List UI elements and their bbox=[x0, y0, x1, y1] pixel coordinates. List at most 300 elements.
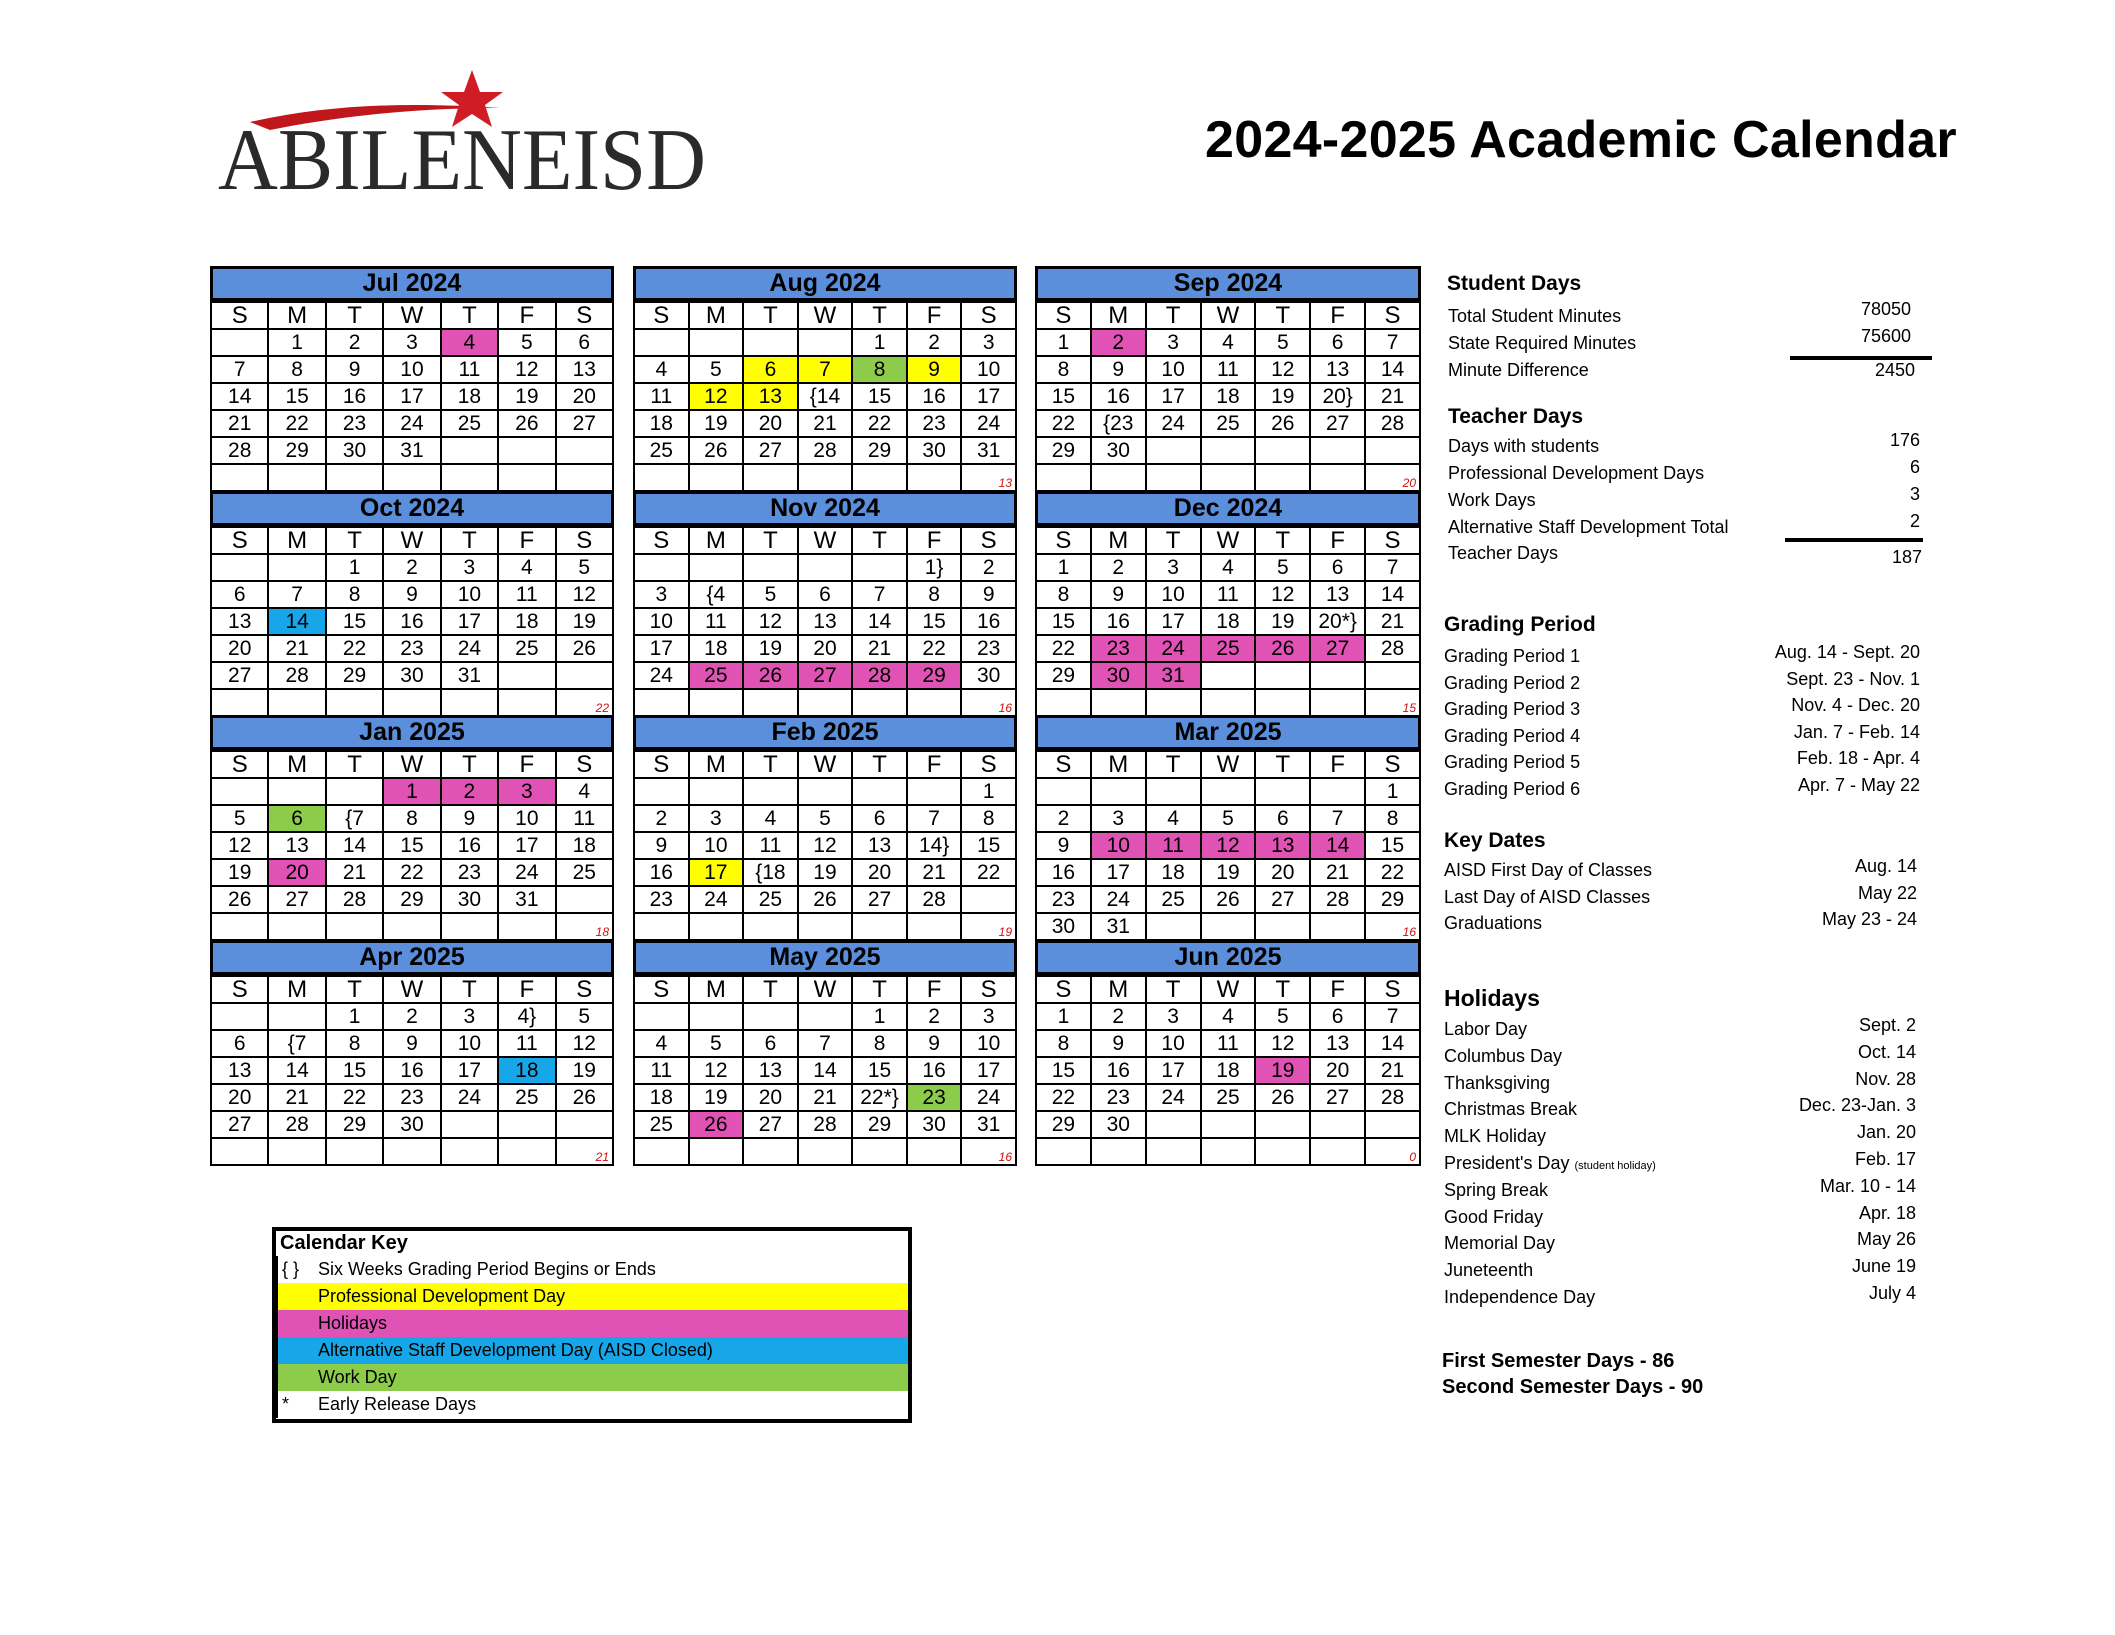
day-cell: 5 bbox=[211, 805, 268, 832]
day-cell: 28 bbox=[1310, 886, 1365, 913]
day-cell: 26 bbox=[1255, 635, 1310, 662]
day-cell bbox=[798, 329, 853, 356]
day-cell: 5 bbox=[689, 1030, 744, 1057]
day-cell: 3 bbox=[1146, 329, 1201, 356]
holiday-label-text: Thanksgiving bbox=[1444, 1072, 1551, 1093]
day-cell: 5 bbox=[1255, 1003, 1310, 1030]
weekday-header: S bbox=[634, 302, 689, 329]
day-cell: 1} bbox=[907, 554, 962, 581]
weekday-header: T bbox=[743, 751, 798, 778]
day-cell: 31 bbox=[1146, 662, 1201, 689]
day-cell: 7 bbox=[852, 581, 907, 608]
day-cell: 19 bbox=[498, 383, 555, 410]
key-item bbox=[276, 1391, 908, 1418]
day-cell: 24 bbox=[441, 635, 498, 662]
day-cell: 7 bbox=[798, 356, 853, 383]
weekday-header: S bbox=[556, 302, 613, 329]
day-cell: 15 bbox=[1365, 832, 1420, 859]
day-cell: 6 bbox=[1310, 1003, 1365, 1030]
day-cell: 20 bbox=[798, 635, 853, 662]
day-cell: 10 bbox=[383, 356, 440, 383]
day-cell: 20 bbox=[743, 1084, 798, 1111]
day-cell: 26 bbox=[798, 886, 853, 913]
day-cell: 10 bbox=[961, 1030, 1016, 1057]
weekday-header: S bbox=[634, 527, 689, 554]
grading-period-label-text: Grading Period 5 bbox=[1444, 752, 1581, 773]
student-days-value: 78050 bbox=[1860, 299, 1911, 319]
day-cell bbox=[1365, 689, 1420, 716]
weekday-header: F bbox=[1310, 527, 1365, 554]
month-calendar bbox=[210, 715, 614, 941]
weekday-header: W bbox=[1201, 302, 1256, 329]
weekday-header: S bbox=[634, 751, 689, 778]
day-cell: 24 bbox=[1146, 410, 1201, 437]
day-cell bbox=[498, 1111, 555, 1138]
day-cell: 26 bbox=[1201, 886, 1256, 913]
day-cell: 17 bbox=[1091, 859, 1146, 886]
day-cell: 28 bbox=[798, 437, 853, 464]
day-cell: 29 bbox=[326, 662, 383, 689]
day-cell: 10 bbox=[1091, 832, 1146, 859]
day-cell: 21 bbox=[268, 1084, 325, 1111]
day-cell: 30 bbox=[1091, 662, 1146, 689]
day-cell bbox=[211, 1003, 268, 1030]
day-cell bbox=[689, 689, 744, 716]
day-cell bbox=[1310, 1138, 1365, 1165]
day-cell: 20 bbox=[1255, 859, 1310, 886]
day-cell bbox=[1201, 1111, 1256, 1138]
weekday-header: T bbox=[852, 751, 907, 778]
day-cell: 14} bbox=[907, 832, 962, 859]
teacher-days-label: Professional Development Days bbox=[1448, 463, 1705, 483]
day-cell: 13 bbox=[798, 608, 853, 635]
day-cell: 19 bbox=[743, 635, 798, 662]
weekday-header: S bbox=[211, 976, 268, 1003]
day-cell bbox=[556, 437, 613, 464]
key-item bbox=[276, 1337, 908, 1364]
day-cell: 5 bbox=[1201, 805, 1256, 832]
day-cell: 14 bbox=[1310, 832, 1365, 859]
day-cell: 15 bbox=[852, 1057, 907, 1084]
instructional-day-count: 15 bbox=[1402, 701, 1416, 715]
day-cell: 9 bbox=[383, 581, 440, 608]
day-cell bbox=[211, 554, 268, 581]
teacher-days-label: Teacher Days bbox=[1448, 543, 1559, 563]
day-cell bbox=[798, 1003, 853, 1030]
day-cell bbox=[1255, 913, 1310, 940]
key-date-label-text: Last Day of AISD Classes bbox=[1444, 886, 1651, 907]
day-cell: 13 bbox=[268, 832, 325, 859]
day-cell: 6 bbox=[211, 581, 268, 608]
day-cell: 16 bbox=[383, 608, 440, 635]
day-cell: 29 bbox=[1036, 437, 1091, 464]
day-cell bbox=[1255, 778, 1310, 805]
day-cell bbox=[1365, 662, 1420, 689]
day-cell bbox=[268, 913, 325, 940]
day-cell: 20*} bbox=[1310, 608, 1365, 635]
day-cell bbox=[556, 1111, 613, 1138]
day-cell: 10 bbox=[441, 581, 498, 608]
day-cell: 2 bbox=[961, 554, 1016, 581]
day-cell: 11 bbox=[1201, 581, 1256, 608]
day-cell: {7 bbox=[326, 805, 383, 832]
day-cell bbox=[961, 886, 1016, 913]
day-cell: 31 bbox=[961, 437, 1016, 464]
day-cell: 27 bbox=[743, 1111, 798, 1138]
month-calendar bbox=[1035, 266, 1421, 492]
day-cell: 23 bbox=[961, 635, 1016, 662]
grading-period-value: Jan. 7 - Feb. 14 bbox=[1793, 721, 1920, 742]
day-cell: 29 bbox=[1036, 662, 1091, 689]
day-cell: 7 bbox=[1365, 1003, 1420, 1030]
day-cell bbox=[634, 913, 689, 940]
day-cell: 22 bbox=[326, 635, 383, 662]
day-cell bbox=[211, 913, 268, 940]
day-cell: 19 bbox=[556, 1057, 613, 1084]
month-title: Dec 2024 bbox=[1035, 491, 1421, 526]
day-cell: 17 bbox=[689, 859, 744, 886]
day-cell: 18 bbox=[498, 1057, 555, 1084]
key-symbol: * bbox=[282, 1394, 290, 1414]
day-cell: 14 bbox=[268, 608, 325, 635]
day-cell bbox=[1146, 1138, 1201, 1165]
day-cell: 23 bbox=[1091, 635, 1146, 662]
day-cell: 25 bbox=[498, 635, 555, 662]
day-cell: 17 bbox=[498, 832, 555, 859]
weekday-header: W bbox=[1201, 527, 1256, 554]
holiday-label-text: Independence Day bbox=[1444, 1287, 1596, 1307]
holiday-value: July 4 bbox=[1868, 1283, 1916, 1303]
day-cell: 11 bbox=[1201, 1030, 1256, 1057]
grading-period-value: Aug. 14 - Sept. 20 bbox=[1774, 642, 1920, 662]
day-cell: 20 bbox=[556, 383, 613, 410]
holiday-note: (student holiday) bbox=[1574, 1160, 1656, 1172]
day-cell: 21 bbox=[1365, 608, 1420, 635]
teacher-days-label: Work Days bbox=[1448, 490, 1536, 510]
student-days-value: 2450 bbox=[1874, 360, 1915, 380]
student-days-label: Total Student Minutes bbox=[1448, 306, 1622, 326]
day-cell: 28 bbox=[907, 886, 962, 913]
day-cell bbox=[326, 913, 383, 940]
weekday-header: M bbox=[268, 976, 325, 1003]
holiday-label bbox=[1444, 1126, 1546, 1147]
day-cell: 3 bbox=[441, 1003, 498, 1030]
day-cell: 16 bbox=[326, 383, 383, 410]
day-cell bbox=[689, 1138, 744, 1165]
day-cell bbox=[1036, 464, 1091, 491]
day-cell bbox=[1310, 689, 1365, 716]
weekday-header: W bbox=[1201, 751, 1256, 778]
month-title: May 2025 bbox=[633, 940, 1017, 975]
day-cell: 1 bbox=[1036, 554, 1091, 581]
day-cell: 21 bbox=[211, 410, 268, 437]
day-cell bbox=[498, 913, 555, 940]
day-cell: 9 bbox=[907, 1030, 962, 1057]
day-cell bbox=[268, 554, 325, 581]
weekday-header: S bbox=[1365, 751, 1420, 778]
day-cell bbox=[383, 689, 440, 716]
day-cell: 15 bbox=[1036, 1057, 1091, 1084]
day-cell bbox=[1201, 689, 1256, 716]
weekday-header: S bbox=[211, 751, 268, 778]
day-cell: 7 bbox=[1365, 554, 1420, 581]
weekday-header: T bbox=[1255, 302, 1310, 329]
grading-period-label bbox=[1444, 752, 1580, 773]
day-cell bbox=[1255, 662, 1310, 689]
holiday-value: Mar. 10 - 14 bbox=[1819, 1175, 1916, 1196]
holiday-label bbox=[1444, 1019, 1527, 1040]
day-cell bbox=[556, 689, 613, 716]
day-cell: 5 bbox=[798, 805, 853, 832]
holiday-value: May 26 bbox=[1856, 1229, 1916, 1250]
student-days-label: State Required Minutes bbox=[1448, 333, 1637, 353]
day-cell: 30 bbox=[961, 662, 1016, 689]
day-cell: 26 bbox=[689, 437, 744, 464]
day-cell: 8 bbox=[1036, 356, 1091, 383]
day-cell: 8 bbox=[326, 581, 383, 608]
weekday-header: T bbox=[852, 527, 907, 554]
day-cell: 11 bbox=[498, 1030, 555, 1057]
day-cell bbox=[634, 689, 689, 716]
grading-period-heading: Grading Period bbox=[1444, 613, 1596, 636]
day-cell: 15 bbox=[1036, 383, 1091, 410]
day-cell: {18 bbox=[743, 859, 798, 886]
weekday-header: F bbox=[907, 976, 962, 1003]
day-cell: 17 bbox=[383, 383, 440, 410]
day-cell: 23 bbox=[1036, 886, 1091, 913]
day-cell: 12 bbox=[798, 832, 853, 859]
key-label: Work Day bbox=[318, 1367, 397, 1387]
day-cell: {23 bbox=[1091, 410, 1146, 437]
day-cell: 18 bbox=[441, 383, 498, 410]
weekday-header: T bbox=[326, 527, 383, 554]
grading-period-label-text: Grading Period 1 bbox=[1444, 646, 1581, 666]
weekday-header: T bbox=[441, 302, 498, 329]
day-cell: 29 bbox=[852, 437, 907, 464]
day-cell bbox=[498, 437, 555, 464]
day-cell bbox=[689, 1003, 744, 1030]
day-cell bbox=[1310, 913, 1365, 940]
day-cell bbox=[1036, 1138, 1091, 1165]
day-cell: 25 bbox=[743, 886, 798, 913]
day-cell bbox=[1146, 689, 1201, 716]
teacher-days-value: 2 bbox=[1909, 511, 1920, 531]
instructional-day-count: 22 bbox=[595, 701, 609, 715]
day-cell: 1 bbox=[852, 329, 907, 356]
weekday-header: T bbox=[1255, 751, 1310, 778]
day-cell: 2 bbox=[1091, 1003, 1146, 1030]
weekday-header: S bbox=[1365, 976, 1420, 1003]
day-cell: 21 bbox=[798, 1084, 853, 1111]
teacher-days-value: 3 bbox=[1909, 484, 1920, 504]
day-cell: 8 bbox=[852, 1030, 907, 1057]
day-cell bbox=[383, 913, 440, 940]
month-calendar bbox=[210, 266, 614, 492]
day-cell: 2 bbox=[1036, 805, 1091, 832]
page-title: 2024-2025 Academic Calendar bbox=[1205, 111, 1957, 169]
holiday-label bbox=[1444, 1287, 1595, 1308]
day-cell: 28 bbox=[268, 662, 325, 689]
day-cell: 14 bbox=[852, 608, 907, 635]
weekday-header: F bbox=[1310, 302, 1365, 329]
day-cell: 9 bbox=[441, 805, 498, 832]
day-cell bbox=[441, 689, 498, 716]
day-cell: 16 bbox=[1091, 608, 1146, 635]
day-cell: 23 bbox=[383, 1084, 440, 1111]
holidays-heading: Holidays bbox=[1444, 985, 1540, 1011]
day-cell: 24 bbox=[689, 886, 744, 913]
day-cell: 13 bbox=[556, 356, 613, 383]
day-cell bbox=[743, 464, 798, 491]
instructional-day-count: 21 bbox=[595, 1150, 609, 1164]
day-cell: 21 bbox=[852, 635, 907, 662]
day-cell bbox=[961, 689, 1016, 716]
key-date-value: May 22 bbox=[1857, 882, 1917, 903]
day-cell: 30 bbox=[1036, 913, 1091, 940]
month-calendar bbox=[633, 940, 1017, 1166]
day-cell: 16 bbox=[383, 1057, 440, 1084]
day-cell: 23 bbox=[634, 886, 689, 913]
day-cell: 5 bbox=[743, 581, 798, 608]
weekday-header: F bbox=[1310, 751, 1365, 778]
day-cell bbox=[961, 913, 1016, 940]
day-cell bbox=[798, 913, 853, 940]
day-cell: 6 bbox=[556, 329, 613, 356]
grading-period-label-text: Grading Period 2 bbox=[1444, 672, 1581, 693]
key-item bbox=[276, 1310, 908, 1337]
day-cell: 28 bbox=[211, 437, 268, 464]
key-date-label bbox=[1444, 887, 1650, 908]
day-cell bbox=[268, 689, 325, 716]
day-cell: 21 bbox=[1310, 859, 1365, 886]
day-cell bbox=[498, 1138, 555, 1165]
day-cell: 11 bbox=[634, 383, 689, 410]
key-date-label bbox=[1444, 913, 1542, 934]
grading-period-label-text: Grading Period 4 bbox=[1444, 725, 1581, 746]
day-cell bbox=[798, 1138, 853, 1165]
teacher-days-label: Alternative Staff Development Total bbox=[1448, 517, 1729, 537]
day-cell: 26 bbox=[556, 635, 613, 662]
month-calendar bbox=[633, 715, 1017, 941]
day-cell: {14 bbox=[798, 383, 853, 410]
day-cell: 1 bbox=[383, 778, 440, 805]
day-cell: 27 bbox=[556, 410, 613, 437]
day-cell: 11 bbox=[743, 832, 798, 859]
day-cell: 17 bbox=[1146, 383, 1201, 410]
day-cell: 9 bbox=[326, 356, 383, 383]
holiday-label bbox=[1444, 1260, 1533, 1281]
holiday-label bbox=[1444, 1046, 1562, 1067]
day-cell: 3 bbox=[689, 805, 744, 832]
day-cell: 1 bbox=[1365, 778, 1420, 805]
student-days-value: 75600 bbox=[1860, 326, 1911, 346]
weekday-header: F bbox=[498, 976, 555, 1003]
day-cell: 3 bbox=[1091, 805, 1146, 832]
grading-period-value: Nov. 4 - Dec. 20 bbox=[1791, 695, 1920, 716]
day-cell: 22 bbox=[961, 859, 1016, 886]
day-cell bbox=[1255, 437, 1310, 464]
day-cell bbox=[689, 913, 744, 940]
month-title: Jun 2025 bbox=[1035, 940, 1421, 975]
day-cell: 2 bbox=[441, 778, 498, 805]
month-calendar bbox=[1035, 491, 1421, 717]
month-title: Oct 2024 bbox=[210, 491, 614, 526]
day-cell: 2 bbox=[634, 805, 689, 832]
weekday-header: S bbox=[211, 527, 268, 554]
holiday-label-text: Good Friday bbox=[1444, 1206, 1544, 1227]
day-cell bbox=[1310, 437, 1365, 464]
day-cell: 25 bbox=[441, 410, 498, 437]
day-cell: 27 bbox=[211, 1111, 268, 1138]
day-cell: 18 bbox=[634, 410, 689, 437]
day-cell bbox=[907, 1138, 962, 1165]
day-cell: 28 bbox=[1365, 1084, 1420, 1111]
day-cell bbox=[798, 464, 853, 491]
holiday-label-text: Spring Break bbox=[1444, 1179, 1549, 1200]
key-label: Holidays bbox=[318, 1313, 388, 1333]
day-cell bbox=[852, 778, 907, 805]
weekday-header: W bbox=[798, 302, 853, 329]
day-cell bbox=[441, 464, 498, 491]
month-calendar bbox=[210, 940, 614, 1166]
key-label: Early Release Days bbox=[318, 1394, 477, 1414]
day-cell bbox=[383, 1138, 440, 1165]
day-cell: 28 bbox=[1365, 410, 1420, 437]
day-cell: 3 bbox=[961, 1003, 1016, 1030]
day-cell: 20 bbox=[852, 859, 907, 886]
day-cell: 11 bbox=[634, 1057, 689, 1084]
weekday-header: S bbox=[1365, 302, 1420, 329]
day-cell: 23 bbox=[1091, 1084, 1146, 1111]
day-cell bbox=[798, 778, 853, 805]
month-calendar bbox=[1035, 940, 1421, 1166]
weekday-header: S bbox=[1036, 302, 1091, 329]
logo-text: ABILENEISD bbox=[218, 112, 706, 204]
day-cell bbox=[326, 1138, 383, 1165]
day-cell bbox=[798, 554, 853, 581]
weekday-header: T bbox=[326, 751, 383, 778]
day-cell bbox=[326, 778, 383, 805]
instructional-day-count: 18 bbox=[595, 925, 609, 939]
holiday-label-text: Columbus Day bbox=[1444, 1045, 1563, 1066]
weekday-header: M bbox=[1091, 751, 1146, 778]
day-cell: 9 bbox=[961, 581, 1016, 608]
weekday-header: S bbox=[961, 751, 1016, 778]
day-cell: 3 bbox=[1146, 554, 1201, 581]
day-cell: 6 bbox=[1310, 554, 1365, 581]
day-cell: 18 bbox=[1201, 1057, 1256, 1084]
day-cell: 15 bbox=[383, 832, 440, 859]
day-cell: 16 bbox=[907, 383, 962, 410]
day-cell: 2 bbox=[907, 1003, 962, 1030]
day-cell: 11 bbox=[441, 356, 498, 383]
day-cell: 7 bbox=[1365, 329, 1420, 356]
weekday-header: S bbox=[211, 302, 268, 329]
day-cell: 10 bbox=[1146, 356, 1201, 383]
day-cell bbox=[1146, 1111, 1201, 1138]
day-cell bbox=[743, 913, 798, 940]
weekday-header: W bbox=[798, 976, 853, 1003]
day-cell: 25 bbox=[1146, 886, 1201, 913]
day-cell: 10 bbox=[1146, 581, 1201, 608]
weekday-header: T bbox=[852, 976, 907, 1003]
day-cell: 8 bbox=[1036, 581, 1091, 608]
day-cell: 6 bbox=[268, 805, 325, 832]
day-cell: 28 bbox=[1365, 635, 1420, 662]
day-cell: 15 bbox=[907, 608, 962, 635]
weekday-header: T bbox=[852, 302, 907, 329]
weekday-header: M bbox=[268, 302, 325, 329]
